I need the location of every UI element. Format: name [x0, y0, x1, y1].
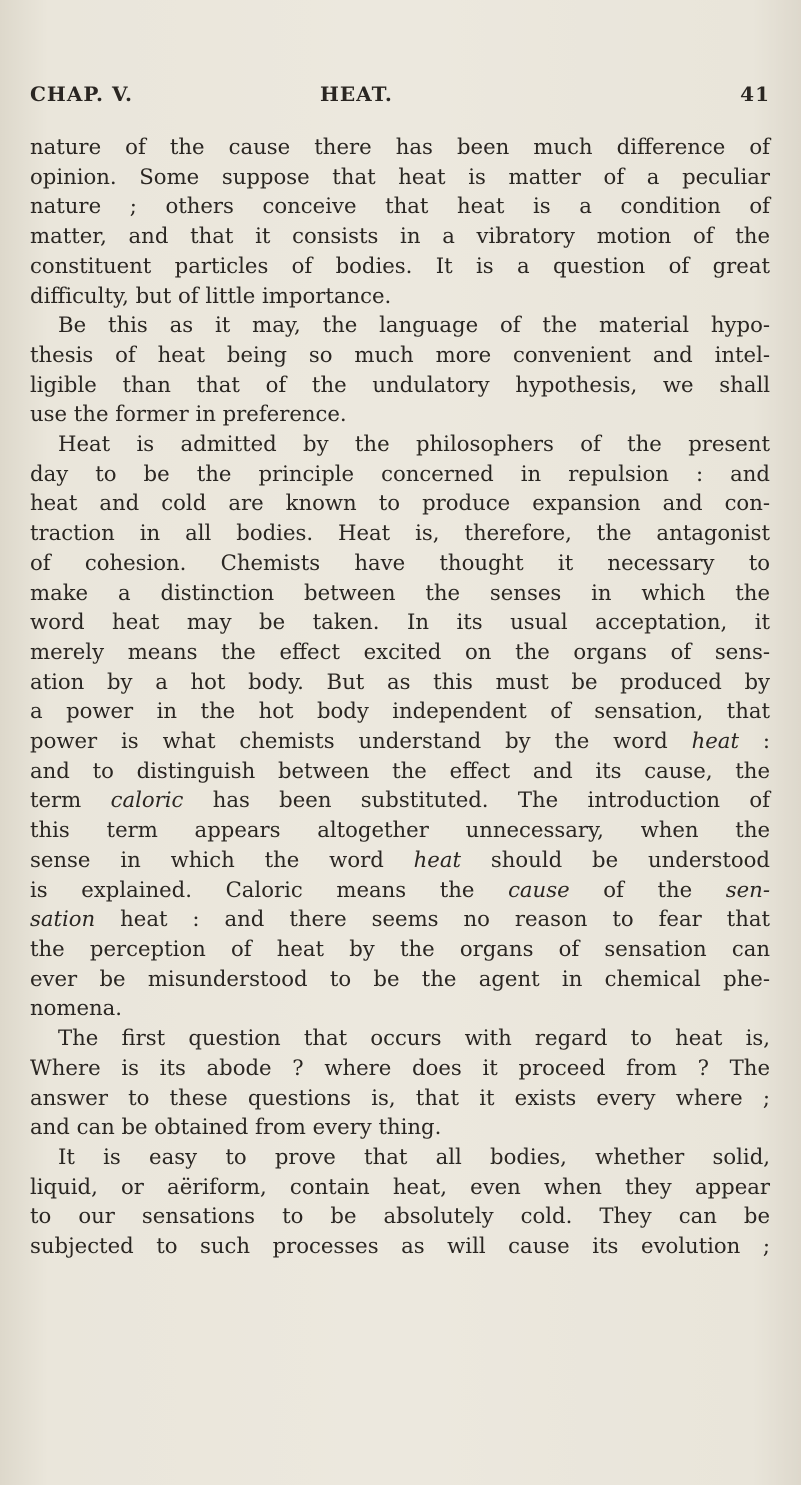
text-line: nature ; others conceive that heat is a condition of: [30, 193, 770, 219]
text-line: liquid, or aëriform, contain heat, even when they appear: [30, 1173, 770, 1199]
text-line: sation heat : and there seems no reason to fear that: [30, 906, 770, 932]
text-line: Where is its abode ? where does it proceed from ? The: [30, 1054, 770, 1080]
text-line: use the former in preference.: [30, 401, 347, 427]
text-line: sense in which the word heat should be understood: [30, 846, 770, 872]
text-line: thesis of heat being so much more convenient and intel-: [30, 341, 770, 367]
text-line: ever be misunderstood to be the agent in chemical phe-: [30, 965, 770, 991]
page-number: 41: [740, 82, 770, 106]
text-line: ation by a hot body. But as this must be produced by: [30, 668, 770, 694]
text-line: opinion. Some suppose that heat is matter of a peculiar: [30, 163, 770, 189]
text-line: term caloric has been substituted. The introduction of: [30, 787, 770, 813]
running-title: HEAT.: [320, 82, 393, 106]
text-line: The first question that occurs with regard to heat is,: [58, 1025, 770, 1051]
text-line: this term appears altogether unnecessary, when the: [30, 817, 770, 843]
text-line: word heat may be taken. In its usual acceptation, it: [30, 609, 770, 635]
text-line: and can be obtained from every thing.: [30, 1114, 442, 1140]
text-line: traction in all bodies. Heat is, therefore, the antagonist: [30, 520, 770, 546]
text-line: and to distinguish between the effect and its cause, the: [30, 757, 770, 783]
text-line: a power in the hot body independent of sensation, that: [30, 698, 770, 724]
text-line: matter, and that it consists in a vibratory motion of the: [30, 223, 770, 249]
body-text: [30, 132, 770, 1261]
text-line: ligible than that of the undulatory hypothesis, we shall: [30, 371, 770, 397]
text-line: difficulty, but of little importance.: [30, 282, 392, 308]
text-line: constituent particles of bodies. It is a question of great: [30, 252, 770, 278]
text-line: make a distinction between the senses in which the: [30, 579, 770, 605]
text-line: the perception of heat by the organs of sensation can: [30, 935, 770, 961]
text-line: to our sensations to be absolutely cold. They can be: [30, 1203, 770, 1229]
text-line: Heat is admitted by the philosophers of the present: [58, 431, 770, 457]
text-line: Be this as it may, the language of the material hypo-: [58, 312, 770, 338]
text-line: is explained. Caloric means the cause of the sen-: [30, 876, 770, 902]
text-line: power is what chemists understand by the word heat :: [30, 728, 771, 754]
text-line: heat and cold are known to produce expansion and con-: [30, 490, 770, 516]
text-line: merely means the effect excited on the organs of sens-: [30, 638, 770, 664]
text-line: It is easy to prove that all bodies, whether solid,: [58, 1143, 770, 1169]
text-line: nature of the cause there has been much difference of: [30, 134, 770, 159]
text-line: subjected to such processes as will cause its evolution ;: [30, 1233, 770, 1259]
text-line: day to be the principle concerned in repulsion : and: [30, 460, 770, 486]
text-line: of cohesion. Chemists have thought it necessary to: [30, 549, 770, 575]
running-head: [30, 82, 770, 112]
text-line: answer to these questions is, that it exists every where ;: [30, 1084, 770, 1110]
chapter-label: CHAP. V.: [30, 82, 133, 106]
text-line: nomena.: [30, 995, 123, 1021]
